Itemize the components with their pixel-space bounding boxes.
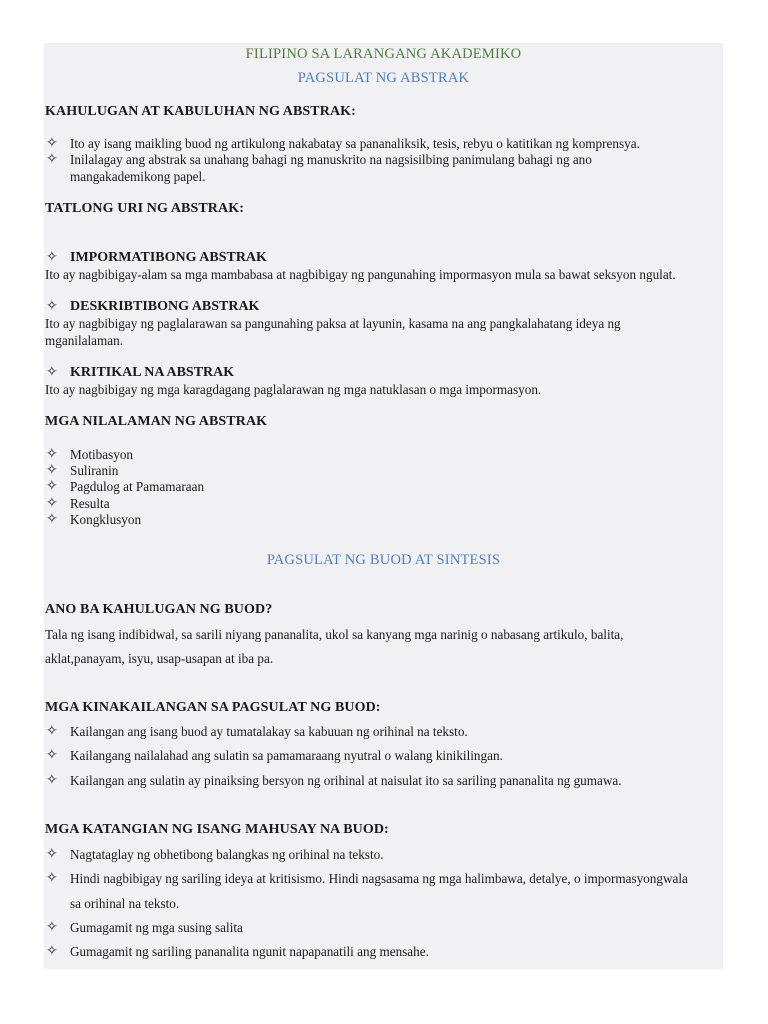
list-item-continuation: mangakademikong papel. — [70, 169, 206, 184]
bullet-icon: ✧ — [46, 250, 58, 265]
bullet-icon: ✧ — [46, 152, 58, 167]
bullet-icon: ✧ — [46, 512, 58, 527]
bullet-icon: ✧ — [46, 463, 58, 478]
bullet-icon: ✧ — [46, 847, 58, 862]
type-description: mganilalaman. — [45, 333, 123, 348]
document-page — [44, 43, 723, 969]
list-item: Kailangan ang sulatin ay pinaiksing bersyon ng orihinal at naisulat ito sa sariling pananalita ng gumawa. — [70, 773, 622, 788]
buod-section-title: PAGSULAT NG BUOD AT SINTESIS — [266, 552, 501, 568]
paragraph-line: aklat,panayam, isyu, usap-usapan at iba pa. — [45, 651, 274, 666]
bullet-icon: ✧ — [46, 724, 58, 739]
abstrak-uri-heading: TATLONG URI NG ABSTRAK: — [45, 201, 244, 216]
type-name: DESKRIBTIBONG ABSTRAK — [70, 299, 260, 314]
bullet-icon: ✧ — [46, 365, 58, 380]
type-name: IMPORMATIBONG ABSTRAK — [70, 250, 267, 265]
list-item: Ito ay isang maikling buod ng artikulong nakabatay sa pananaliksik, tesis, rebyu o katitikan ng komprensya. — [70, 136, 640, 151]
bullet-icon: ✧ — [46, 496, 58, 511]
list-item: Kailangan ang isang buod ay tumatalakay sa kabuuan ng orihinal na teksto. — [70, 724, 468, 739]
list-item: Inilalagay ang abstrak sa unahang bahagi ng manuskrito na nagsisilbing panimulang bahagi ng ano — [70, 152, 592, 167]
topic-title: PAGSULAT NG ABSTRAK — [297, 70, 470, 86]
bullet-icon: ✧ — [46, 920, 58, 935]
list-item: Kailangang nailalahad ang sulatin sa pamamaraang nyutral o walang kinikilingan. — [70, 748, 503, 763]
bullet-icon: ✧ — [46, 871, 58, 886]
buod-katangian-heading: MGA KATANGIAN NG ISANG MAHUSAY NA BUOD: — [45, 822, 389, 837]
buod-kinakailangan-heading: MGA KINAKAILANGAN SA PAGSULAT NG BUOD: — [45, 700, 381, 715]
list-item: Suliranin — [70, 463, 119, 478]
type-description: Ito ay nagbibigay ng mga karagdagang paglalarawan ng mga natuklasan o mga impormasyon. — [45, 382, 542, 397]
list-item: Kongklusyon — [70, 512, 142, 527]
type-description: Ito ay nagbibigay-alam sa mga mambabasa at nagbibigay ng pangunahing impormasyon mula sa bawat seksyon ngulat. — [45, 267, 676, 282]
bullet-icon: ✧ — [46, 136, 58, 151]
bullet-icon: ✧ — [46, 944, 58, 959]
type-description: Ito ay nagbibigay ng paglalarawan sa pangunahing paksa at layunin, kasama na ang pangkalahatang ideya ng — [45, 316, 621, 331]
abstrak-nilalaman-heading: MGA NILALAMAN NG ABSTRAK — [45, 414, 268, 429]
list-item: Gumagamit ng sariling pananalita ngunit napapanatili ang mensahe. — [70, 944, 429, 959]
list-item: Hindi nagbibigay ng sariling ideya at kritisismo. Hindi nagsasama ng mga halimbawa, detalye, o impormasyongwala — [70, 871, 688, 886]
list-item: Pagdulog at Pamamaraan — [70, 479, 205, 494]
bullet-icon: ✧ — [46, 479, 58, 494]
bullet-icon: ✧ — [46, 299, 58, 314]
bullet-icon: ✧ — [46, 773, 58, 788]
list-item: Nagtataglay ng obhetibong balangkas ng orihinal na teksto. — [70, 847, 384, 862]
bullet-icon: ✧ — [46, 748, 58, 763]
list-item: Resulta — [70, 496, 110, 511]
paragraph-line: Tala ng isang indibidwal, sa sarili niyang pananalita, ukol sa kanyang mga narinig o nabasang artikulo, balita, — [45, 627, 624, 642]
buod-kahulugan-heading: ANO BA KAHULUGAN NG BUOD? — [45, 602, 273, 617]
list-item-continuation: sa orihinal na teksto. — [70, 896, 180, 911]
list-item: Gumagamit ng mga susing salita — [70, 920, 243, 935]
bullet-icon: ✧ — [46, 447, 58, 462]
course-title: FILIPINO SA LARANGANG AKADEMIKO — [245, 46, 522, 62]
list-item: Motibasyon — [70, 447, 134, 462]
type-name: KRITIKAL NA ABSTRAK — [70, 365, 235, 380]
abstrak-kahulugan-heading: KAHULUGAN AT KABULUHAN NG ABSTRAK: — [45, 104, 356, 119]
